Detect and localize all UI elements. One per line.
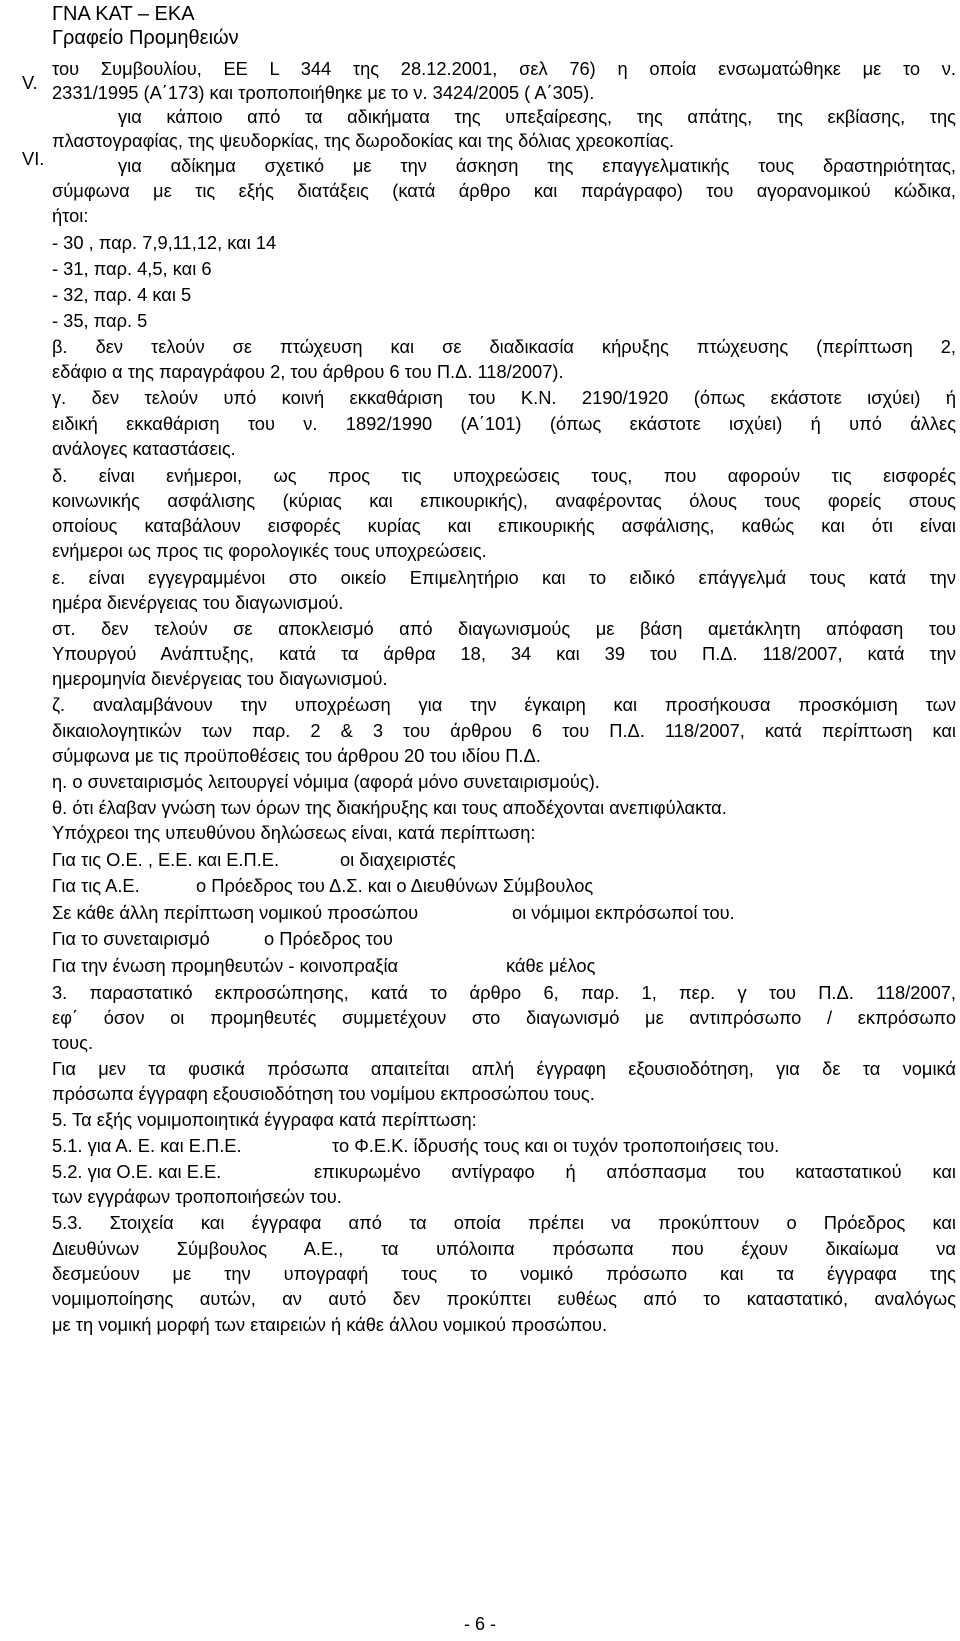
text-line: των εγγράφων τροποποιήσεών του. xyxy=(52,1186,342,1207)
section-label: 5.2. για Ο.Ε. και Ε.Ε. xyxy=(52,1161,222,1182)
list-item: - 32, παρ. 4 και 5 xyxy=(52,284,192,305)
text-line: ήτοι: xyxy=(52,205,89,226)
list-item: - 31, παρ. 4,5, και 6 xyxy=(52,258,212,279)
section-value: επικυρωμένο αντίγραφο ή απόσπασμα του καταστατικού και xyxy=(314,1161,956,1182)
text-line: 3. παραστατικό εκπροσώπησης, κατά το άρθρο 6, παρ. 1, περ. γ του Π.Δ. 118/2007, xyxy=(52,982,956,1003)
text-line: εδάφιο α της παραγράφου 2, του άρθρου 6 του Π.Δ. 118/2007). xyxy=(52,361,564,382)
obligor-value: ο Πρόεδρος του xyxy=(264,928,393,949)
text-line: για κάποιο από τα αδικήματα της υπεξαίρεσης, της απάτης, της εκβίασης, της xyxy=(118,106,956,127)
text-line: σύμφωνα με τις εξής διατάξεις (κατά άρθρο και παράγραφο) του αγορανομικού κώδικα, xyxy=(52,180,956,201)
text-line: η. ο συνεταιρισμός λειτουργεί νόμιμα (αφορά μόνο συνεταιρισμούς). xyxy=(52,771,600,792)
obligor-label: Για την ένωση προμηθευτών - κοινοπραξία xyxy=(52,955,399,976)
text-line: στ. δεν τελούν σε αποκλεισμό από διαγωνισμούς με βάση αμετάκλητη απόφαση του xyxy=(52,618,956,639)
text-line: ε. είναι εγγεγραμμένοι στο οικείο Επιμελητήριο και το ειδικό επάγγελμά τους κατά την xyxy=(52,567,956,588)
obligor-value: οι διαχειριστές xyxy=(340,849,456,870)
text-line: πλαστογραφίας, της ψευδορκίας, της δωροδοκίας και της δόλιας χρεοκοπίας. xyxy=(52,130,675,151)
list-item: - 35, παρ. 5 xyxy=(52,310,148,331)
page-number: - 6 - xyxy=(463,1614,496,1634)
obligor-value: κάθε μέλος xyxy=(506,955,596,976)
text-line: β. δεν τελούν σε πτώχευση και σε διαδικασία κήρυξης πτώχευσης (περίπτωση 2, xyxy=(52,336,956,357)
text-line: ημέρα διενέργειας του διαγωνισμού. xyxy=(52,592,344,613)
text-line: γ. δεν τελούν υπό κοινή εκκαθάριση του Κ.Ν. 2190/1920 (όπως εκάστοτε ισχύει) ή xyxy=(52,387,956,408)
text-line: 5.3. Στοιχεία και έγγραφα από τα οποία πρέπει να προκύπτουν ο Πρόεδρος και xyxy=(52,1212,956,1233)
text-line: ζ. αναλαμβάνουν την υποχρέωση για την έγκαιρη και προσήκουσα προσκόμιση των xyxy=(52,694,956,715)
text-line: για αδίκημα σχετικό με την άσκηση της επαγγελματικής τους δραστηριότητας, xyxy=(118,155,956,176)
header-organization: ΓΝΑ ΚΑΤ – ΕΚΑ xyxy=(52,3,195,25)
text-line: πρόσωπα έγγραφη εξουσιοδότηση του νομίμου εκπροσώπου τους. xyxy=(52,1083,595,1104)
text-line: Διευθύνων Σύμβουλος Α.Ε., τα υπόλοιπα πρόσωπα που έχουν δικαίωμα να xyxy=(52,1238,956,1259)
text-line: θ. ότι έλαβαν γνώση των όρων της διακήρυξης και τους αποδέχονται ανεπιφύλακτα. xyxy=(52,797,727,818)
document-header xyxy=(52,2,239,50)
text-line: του Συμβουλίου, ΕΕ L 344 της 28.12.2001, σελ 76) η οποία ενσωματώθηκε με το ν. xyxy=(52,58,956,79)
text-line: οποίους καταβάλουν εισφορές κυρίας και επικουρικής ασφάλισης, καθώς και ότι είναι xyxy=(52,515,956,536)
text-line: με τη νομική μορφή των εταιρειών ή κάθε άλλου νομικού προσώπου. xyxy=(52,1314,608,1335)
text-line: δικαιολογητικών των παρ. 2 & 3 του άρθρου 6 του Π.Δ. 118/2007, κατά περίπτωση και xyxy=(52,720,956,741)
obligor-value: ο Πρόεδρος του Δ.Σ. και ο Διευθύνων Σύμβουλος xyxy=(196,875,594,896)
text-line: τους. xyxy=(52,1032,94,1053)
roman-numeral-v: V. xyxy=(22,72,38,93)
obligor-label: Για τις Ο.Ε. , Ε.Ε. και Ε.Π.Ε. xyxy=(52,849,280,870)
obligor-value: οι νόμιμοι εκπρόσωποί του. xyxy=(512,902,735,923)
text-line: 2331/1995 (Α΄173) και τροποποιήθηκε με το ν. 3424/2005 ( Α΄305). xyxy=(52,82,595,103)
text-line: δεσμεύουν με την υπογραφή τους το νομικό πρόσωπο και τα έγγραφα της xyxy=(52,1263,956,1284)
text-line: δ. είναι ενήμεροι, ως προς τις υποχρεώσεις τους, που αφορούν τις εισφορές xyxy=(52,465,956,486)
text-line: ειδική εκκαθάριση του ν. 1892/1990 (Α΄101) (όπως εκάστοτε ισχύει) ή υπό άλλες xyxy=(52,413,956,434)
text-line: Για μεν τα φυσικά πρόσωπα απαιτείται απλή έγγραφη εξουσιοδότηση, για δε τα νομικά xyxy=(52,1058,956,1079)
list-item: - 30 , παρ. 7,9,11,12, και 14 xyxy=(52,232,277,253)
text-line: ενήμεροι ως προς τις φορολογικές τους υποχρεώσεις. xyxy=(52,540,487,561)
text-line: Υπουργού Ανάπτυξης, κατά τα άρθρα 18, 34 και 39 του Π.Δ. 118/2007, κατά την xyxy=(52,643,956,664)
obligor-label: Σε κάθε άλλη περίπτωση νομικού προσώπου xyxy=(52,902,419,923)
section-label: 5.1. για Α. Ε. και Ε.Π.Ε. xyxy=(52,1135,242,1156)
obligor-label: Για το συνεταιρισμό xyxy=(52,928,210,949)
obligor-label: Για τις Α.Ε. xyxy=(52,875,140,896)
text-line: ανάλογες καταστάσεις. xyxy=(52,438,236,459)
header-office: Γραφείο Προμηθειών xyxy=(52,27,239,49)
roman-numeral-vi: VI. xyxy=(22,148,45,169)
text-line: Υπόχρεοι της υπευθύνου δηλώσεως είναι, κατά περίπτωση: xyxy=(52,822,536,843)
text-line: νομιμοποίησης αυτών, αν αυτό δεν προκύπτει ευθέως από το καταστατικό, αναλόγως xyxy=(52,1288,956,1309)
text-line: εφ΄ όσον οι προμηθευτές συμμετέχουν στο διαγωνισμό με αντιπρόσωπο / εκπρόσωπο xyxy=(52,1007,956,1028)
text-line: 5. Τα εξής νομιμοποιητικά έγγραφα κατά περίπτωση: xyxy=(52,1109,477,1130)
text-line: σύμφωνα με τις προϋποθέσεις του άρθρου 20 του ιδίου Π.Δ. xyxy=(52,745,541,766)
text-line: ημερομηνία διενέργειας του διαγωνισμού. xyxy=(52,668,388,689)
section-value: το Φ.Ε.Κ. ίδρυσής τους και οι τυχόν τροποποιήσεις του. xyxy=(332,1135,780,1156)
text-line: κοινωνικής ασφάλισης (κύριας και επικουρικής), αναφέροντας όλους τους φορείς στους xyxy=(52,490,956,511)
